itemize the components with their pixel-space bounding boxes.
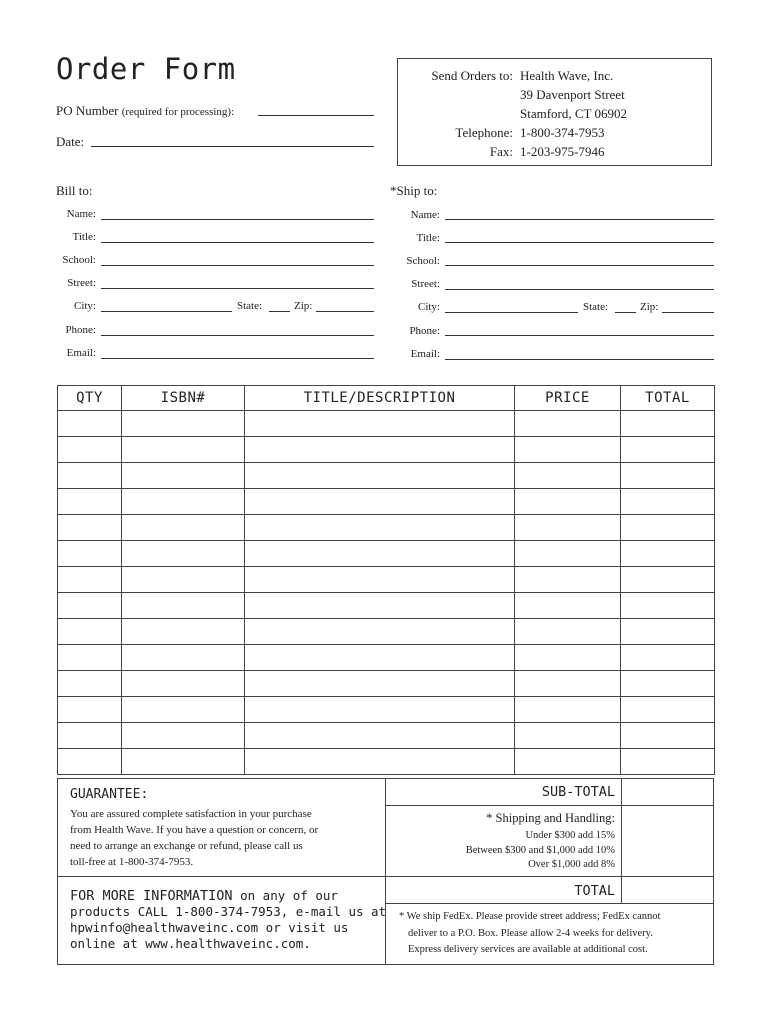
table-row: [58, 541, 715, 567]
ship-email-field[interactable]: [445, 359, 714, 360]
ship-city-field[interactable]: [445, 312, 578, 313]
price-cell[interactable]: [515, 671, 621, 697]
description-cell[interactable]: [245, 645, 515, 671]
description-cell[interactable]: [245, 489, 515, 515]
col-total: TOTAL: [621, 386, 715, 411]
price-cell[interactable]: [515, 593, 621, 619]
description-cell[interactable]: [245, 515, 515, 541]
description-cell[interactable]: [245, 463, 515, 489]
qty-cell[interactable]: [58, 749, 122, 775]
table-row: [58, 619, 715, 645]
po-note: (required for processing):: [121, 106, 235, 118]
isbn-cell[interactable]: [122, 437, 245, 463]
ship-school-label: School:: [406, 255, 440, 267]
shipping-field[interactable]: [622, 806, 713, 876]
isbn-cell[interactable]: [122, 515, 245, 541]
qty-cell[interactable]: [58, 593, 122, 619]
bill-title-field[interactable]: [101, 242, 374, 243]
ship-phone-field[interactable]: [445, 335, 714, 336]
po-number-field[interactable]: [258, 115, 374, 116]
total-field[interactable]: [622, 877, 713, 903]
ship-street-label: Street:: [411, 278, 440, 290]
isbn-cell[interactable]: [122, 411, 245, 437]
bill-street-label: Street:: [67, 277, 96, 289]
total-cell[interactable]: [621, 671, 715, 697]
total-cell[interactable]: [621, 541, 715, 567]
guarantee-line-4: toll-free at 1-800-374-7953.: [70, 856, 194, 868]
po-number-label: [56, 103, 234, 119]
shipping-label: * Shipping and Handling:: [486, 811, 615, 825]
price-cell[interactable]: [515, 463, 621, 489]
guarantee-heading: GUARANTEE:: [70, 787, 149, 802]
description-cell[interactable]: [245, 723, 515, 749]
shipping-tier-2: Between $300 and $1,000 add 10%: [465, 844, 615, 856]
ship-zip-label: Zip:: [640, 301, 659, 313]
bill-zip-field[interactable]: [316, 311, 374, 312]
bill-school-label: School:: [62, 254, 96, 266]
description-cell[interactable]: [245, 619, 515, 645]
table-row: [58, 515, 715, 541]
table-row: [58, 567, 715, 593]
price-cell[interactable]: [515, 645, 621, 671]
bill-name-field[interactable]: [101, 219, 374, 220]
bill-state-label: State:: [237, 300, 263, 312]
price-cell[interactable]: [515, 697, 621, 723]
col-qty: QTY: [58, 386, 122, 411]
qty-cell[interactable]: [58, 697, 122, 723]
qty-cell[interactable]: [58, 489, 122, 515]
isbn-cell[interactable]: [122, 541, 245, 567]
ship-zip-field[interactable]: [662, 312, 714, 313]
more-info-text: [70, 888, 386, 952]
price-cell[interactable]: [515, 723, 621, 749]
ship-state-label: State:: [583, 301, 609, 313]
table-row: [58, 697, 715, 723]
bill-phone-label: Phone:: [65, 324, 96, 336]
fedex-note-line-2: deliver to a P.O. Box. Please allow 2-4 weeks for delivery.: [408, 927, 653, 939]
bill-name-label: Name:: [66, 208, 96, 220]
shipping-tier-1: Under $300 add 15%: [525, 830, 615, 841]
guarantee-line-2: from Health Wave. If you have a question or concern, or: [70, 824, 319, 836]
bill-phone-field[interactable]: [101, 335, 374, 336]
isbn-cell[interactable]: [122, 567, 245, 593]
description-cell[interactable]: [245, 593, 515, 619]
bill-city-label: City:: [73, 300, 96, 312]
guarantee-text: [70, 806, 318, 870]
qty-cell[interactable]: [58, 619, 122, 645]
total-label: TOTAL: [574, 883, 615, 899]
isbn-cell[interactable]: [122, 619, 245, 645]
description-cell[interactable]: [245, 671, 515, 697]
isbn-cell[interactable]: [122, 593, 245, 619]
total-cell[interactable]: [621, 463, 715, 489]
summary-section: [57, 778, 714, 965]
price-cell[interactable]: [515, 749, 621, 775]
table-row: [58, 411, 715, 437]
description-cell[interactable]: [245, 437, 515, 463]
price-cell[interactable]: [515, 489, 621, 515]
bill-zip-label: Zip:: [294, 300, 313, 312]
bill-email-label: Email:: [66, 347, 96, 359]
qty-cell[interactable]: [58, 515, 122, 541]
guarantee-line-3: need to arrange an exchange or refund, please call us: [70, 840, 303, 852]
guarantee-line-1: You are assured complete satisfaction in your purchase: [70, 808, 312, 820]
shipping-tier-3: Over $1,000 add 8%: [528, 859, 615, 870]
send-tel: 1-800-374-7953: [520, 125, 605, 140]
qty-cell[interactable]: [58, 671, 122, 697]
ship-city-label: City:: [417, 301, 440, 313]
total-cell[interactable]: [621, 489, 715, 515]
table-row: [58, 749, 715, 775]
table-header-row: [58, 386, 715, 411]
ship-state-field[interactable]: [615, 312, 636, 313]
fedex-note-line-1: * We ship FedEx. Please provide street address; FedEx cannot: [399, 911, 661, 922]
subtotal-field[interactable]: [622, 780, 713, 804]
send-tel-label: Telephone:: [455, 125, 513, 140]
divider-left-mid: [58, 876, 385, 877]
total-cell[interactable]: [621, 723, 715, 749]
po-label-text: PO Number: [56, 103, 119, 118]
isbn-cell[interactable]: [122, 697, 245, 723]
divider-total: [385, 903, 713, 904]
qty-cell[interactable]: [58, 541, 122, 567]
ship-phone-label: Phone:: [409, 325, 440, 337]
ship-school-field[interactable]: [445, 265, 714, 266]
isbn-cell[interactable]: [122, 723, 245, 749]
ship-name-field[interactable]: [445, 219, 714, 220]
table-row: [58, 593, 715, 619]
ship-name-label: Name:: [410, 209, 440, 221]
bill-title-label: Title:: [72, 231, 96, 243]
bill-street-field[interactable]: [101, 288, 374, 289]
order-table: [57, 385, 715, 775]
col-title-description: TITLE/DESCRIPTION: [245, 386, 515, 411]
price-cell[interactable]: [515, 437, 621, 463]
bill-to-heading: Bill to:: [56, 183, 93, 198]
subtotal-label: SUB-TOTAL: [541, 784, 615, 800]
qty-cell[interactable]: [58, 723, 122, 749]
table-row: [58, 463, 715, 489]
table-row: [58, 645, 715, 671]
total-cell[interactable]: [621, 697, 715, 723]
qty-cell[interactable]: [58, 567, 122, 593]
price-cell[interactable]: [515, 541, 621, 567]
description-cell[interactable]: [245, 411, 515, 437]
description-cell[interactable]: [245, 697, 515, 723]
qty-cell[interactable]: [58, 645, 122, 671]
description-cell[interactable]: [245, 749, 515, 775]
total-cell[interactable]: [621, 515, 715, 541]
bill-state-field[interactable]: [269, 311, 290, 312]
price-cell[interactable]: [515, 411, 621, 437]
fedex-note: [399, 909, 660, 959]
more-info-line-3: hpwinfo@healthwaveinc.com or visit us: [70, 920, 349, 935]
more-info-heading: FOR MORE INFORMATION: [70, 888, 233, 904]
ship-email-label: Email:: [410, 348, 440, 360]
bill-city-field[interactable]: [101, 311, 232, 312]
total-cell[interactable]: [621, 593, 715, 619]
total-cell[interactable]: [621, 437, 715, 463]
total-cell[interactable]: [621, 619, 715, 645]
bill-email-field[interactable]: [101, 358, 374, 359]
price-cell[interactable]: [515, 515, 621, 541]
isbn-cell[interactable]: [122, 463, 245, 489]
ship-title-field[interactable]: [445, 242, 714, 243]
total-cell[interactable]: [621, 749, 715, 775]
date-label: Date:: [56, 134, 85, 149]
send-street: 39 Davenport Street: [520, 87, 625, 102]
bill-school-field[interactable]: [101, 265, 374, 266]
date-field[interactable]: [91, 146, 374, 147]
table-row: [58, 723, 715, 749]
description-cell[interactable]: [245, 567, 515, 593]
fedex-note-line-3: Express delivery services are available at additional cost.: [408, 944, 648, 955]
more-info-line-1: on any of our: [240, 888, 338, 903]
isbn-cell[interactable]: [122, 671, 245, 697]
price-cell[interactable]: [515, 567, 621, 593]
ship-to-heading: *Ship to:: [390, 183, 438, 198]
send-orders-box: [397, 58, 712, 166]
shipping-tiers: [388, 829, 615, 873]
send-company: Health Wave, Inc.: [520, 68, 614, 83]
qty-cell[interactable]: [58, 411, 122, 437]
more-info-line-4: online at www.healthwaveinc.com.: [70, 936, 311, 951]
table-row: [58, 437, 715, 463]
isbn-cell[interactable]: [122, 749, 245, 775]
description-cell[interactable]: [245, 541, 515, 567]
table-row: [58, 489, 715, 515]
total-cell[interactable]: [621, 567, 715, 593]
col-price: PRICE: [515, 386, 621, 411]
isbn-cell[interactable]: [122, 645, 245, 671]
page-title: Order Form: [56, 52, 236, 86]
isbn-cell[interactable]: [122, 489, 245, 515]
send-fax: 1-203-975-7946: [520, 144, 605, 159]
qty-cell[interactable]: [58, 437, 122, 463]
ship-title-label: Title:: [416, 232, 440, 244]
send-label: Send Orders to:: [431, 68, 513, 83]
table-row: [58, 671, 715, 697]
col-isbn: ISBN#: [122, 386, 245, 411]
total-cell[interactable]: [621, 411, 715, 437]
more-info-line-2: products CALL 1-800-374-7953, e-mail us at: [70, 904, 387, 919]
send-fax-label: Fax:: [489, 144, 513, 159]
qty-cell[interactable]: [58, 463, 122, 489]
ship-street-field[interactable]: [445, 289, 714, 290]
send-city: Stamford, CT 06902: [520, 106, 628, 121]
price-cell[interactable]: [515, 619, 621, 645]
total-cell[interactable]: [621, 645, 715, 671]
